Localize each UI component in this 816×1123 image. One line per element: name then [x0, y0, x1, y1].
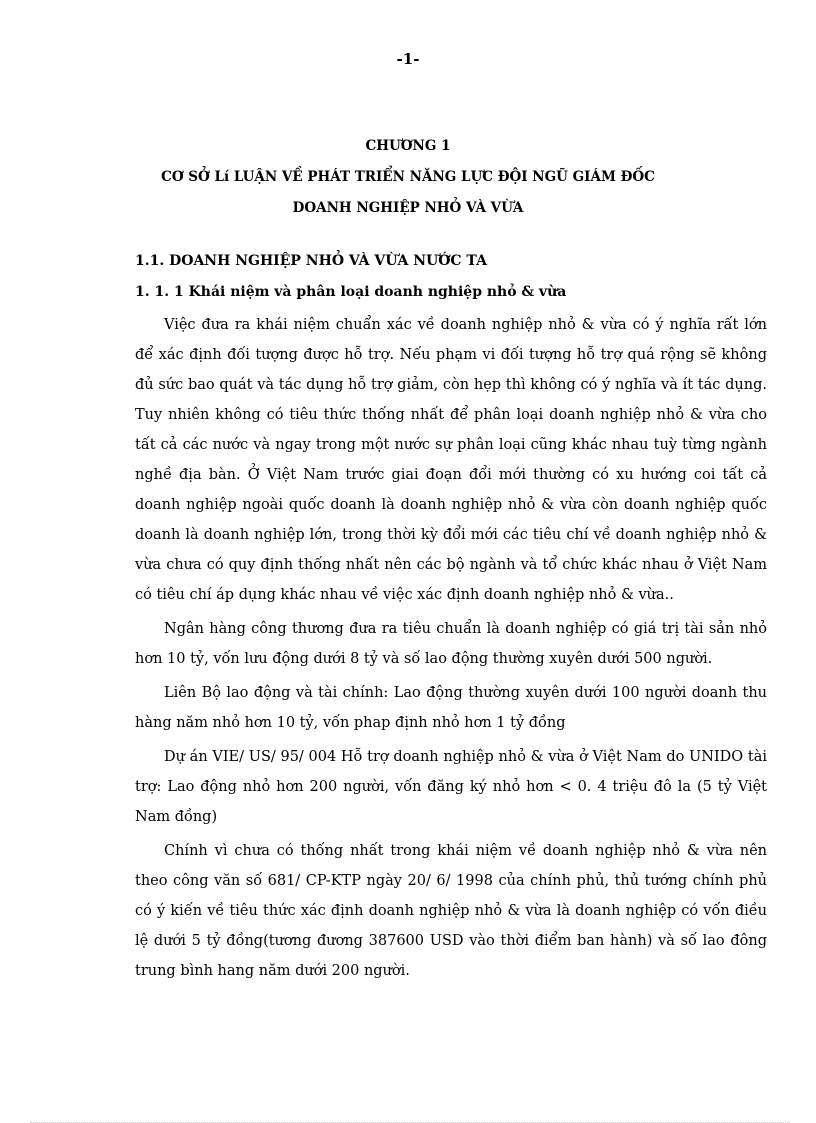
section-heading: 1.1. DOANH NGHIỆP NHỎ VÀ VỪA NƯỚC TA — [135, 253, 487, 269]
paragraph: Ngân hàng công thương đưa ra tiêu chuẩn là doanh nghiệp có giá trị tài sản nhỏ hơn 10 tỷ, vốn lưu động dưới 8 tỷ và số lao động thường xuyên dưới 500 người. — [135, 621, 767, 667]
page-number: -1- — [396, 50, 420, 68]
body-text — [135, 310, 767, 986]
chapter-heading — [0, 131, 816, 224]
chapter-title-line-1: CƠ SỞ Lí LUẬN VỀ PHÁT TRIỂN NĂNG LỰC ĐỘI NGŨ GIÁM ĐỐC — [161, 169, 655, 185]
subsection-heading: 1. 1. 1 Khái niệm và phân loại doanh nghiệp nhỏ & vừa — [135, 284, 567, 300]
paragraph: Liên Bộ lao động và tài chính: Lao động thường xuyên dưới 100 người doanh thu hàng năm nhỏ hơn 10 tỷ, vốn phap định nhỏ hơn 1 tỷ đồng — [135, 685, 767, 731]
chapter-title-line-2: DOANH NGHIỆP NHỎ VÀ VỪA — [292, 200, 524, 216]
paragraph: Dự án VIE/ US/ 95/ 004 Hỗ trợ doanh nghiệp nhỏ & vừa ở Việt Nam do UNIDO tài trợ: Lao động nhỏ hơn 200 người, vốn đăng ký nhỏ hơn < 0. 4 triệu đô la (5 tỷ Việt Nam đồng) — [135, 749, 767, 825]
chapter-label: CHƯƠNG 1 — [365, 138, 451, 154]
paragraph: Việc đưa ra khái niệm chuẩn xác về doanh nghiệp nhỏ & vừa có ý nghĩa rất lớn để xác định đối tượng được hỗ trợ. Nếu phạm vi đối tượng hỗ trợ quá rộng sẽ không đủ sức bao quát và tác dụng hỗ trợ giảm, còn hẹp thì không có ý nghĩa và ít tác dụng. Tuy nhiên không có tiêu thức thống nhất để phân loại doanh nghiệp nhỏ & vừa cho tất cả các nước và ngay trong một nước sự phân loại cũng khác nhau tuỳ từng ngành nghề địa bàn. Ở Việt Nam trước giai đoạn đổi mới thường có xu hướng coi tất cả doanh nghiệp ngoài quốc doanh là doanh nghiệp nhỏ & vừa còn doanh nghiệp quốc doanh là doanh nghiệp lớn, trong thời kỳ đổi mới các tiêu chí về doanh nghiệp nhỏ & vừa chưa có quy định thống nhất nên các bộ ngành và tổ chức khác nhau ở Việt Nam có tiêu chí áp dụng khác nhau về việc xác định doanh nghiệp nhỏ & vừa.. — [135, 317, 767, 603]
paragraph: Chính vì chưa có thống nhất trong khái niệm về doanh nghiệp nhỏ & vừa nên theo công văn số 681/ CP-KTP ngày 20/ 6/ 1998 của chính phủ, thủ tướng chính phủ có ý kiến về tiêu thức xác định doanh nghiệp nhỏ & vừa là doanh nghiệp có vốn điều lệ dưới 5 tỷ đồng(tương đương 387600 USD vào thời điểm ban hành) và số lao đông trung bình hang năm dưới 200 người. — [135, 843, 767, 979]
